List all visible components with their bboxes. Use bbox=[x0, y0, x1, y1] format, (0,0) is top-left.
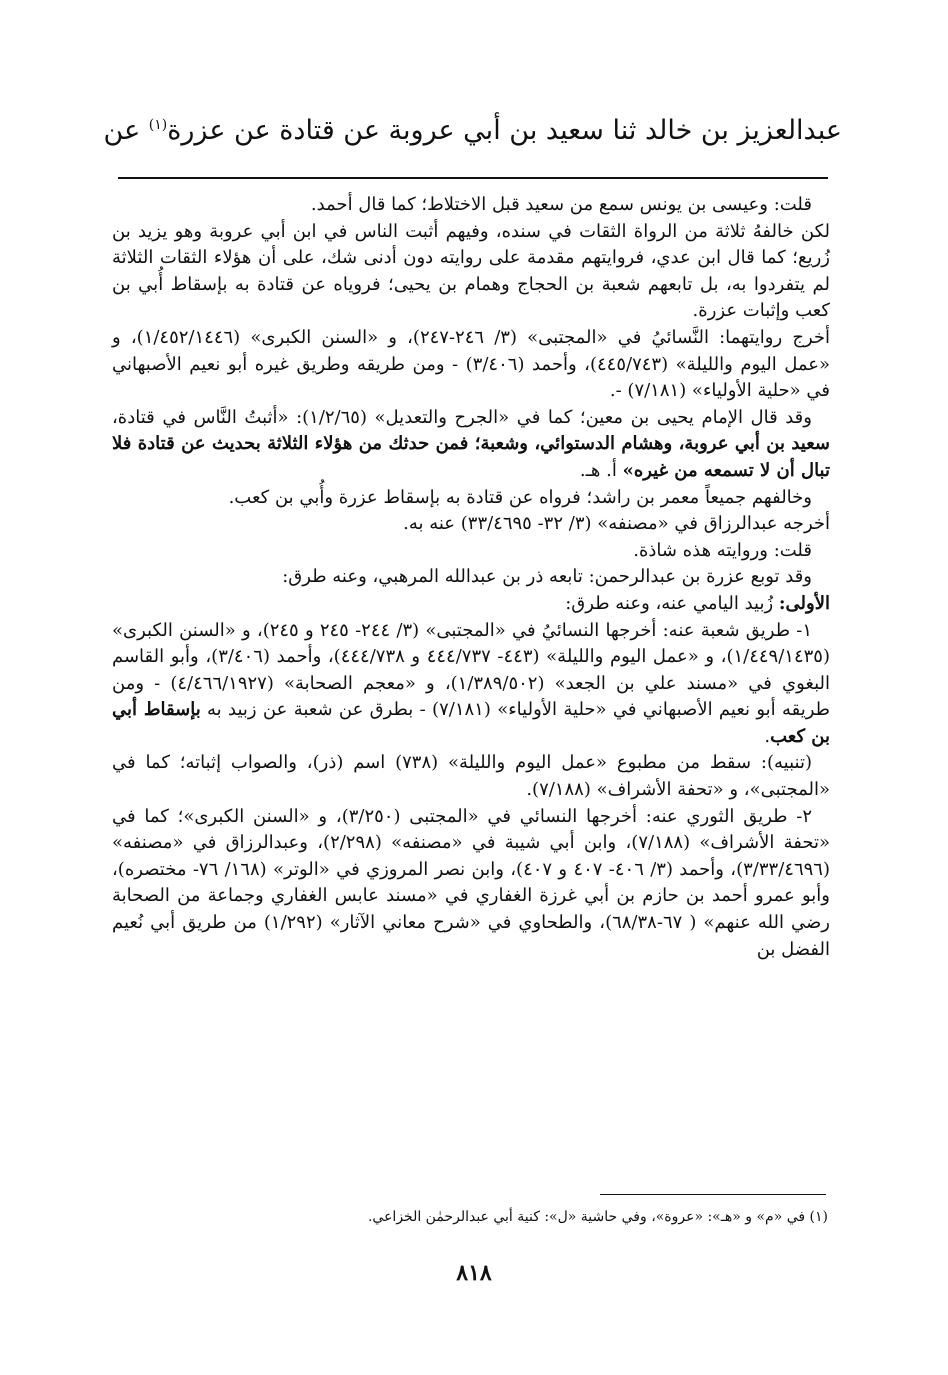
paragraph-4-lead: وقد قال الإمام يحيى بن معين؛ كما في «الجرح والتعديل» (١/٢/٦٥): «أثبتُ النَّاس في قتادة، bbox=[112, 406, 812, 428]
footnote bbox=[200, 1206, 828, 1228]
paragraph-3: أخرج روايتهما: النَّسائيُ في «المجتبى» (٣/ ٢٤٦-٢٤٧)، و «السنن الكبرى» (١/٤٥٢/١٤٤٦)، و «عمل اليوم والليلة» (٤٤٥/٧٤٣)، وأحمد (٣/٤٠٦) - ومن طريقه وطريق غيره أبو نعيم الأصبهاني في «حلية الأولياء» (٧/١٨١) -. bbox=[112, 326, 831, 402]
paragraph-1: قلت: وعيسى بن يونس سمع من سعيد قبل الاختلاط؛ كما قال أحمد. bbox=[310, 194, 812, 215]
header-continuation-line bbox=[100, 102, 842, 154]
header-trailing-word: عن bbox=[103, 115, 141, 146]
paragraph-9 bbox=[112, 591, 830, 618]
paragraph-12: ٢- طريق الثوري عنه: أخرجها النسائي في «المجتبى (٣/٢٥٠)، و «السنن الكبرى»؛ كما في «تحفة الأشراف» (٧/١٨٨)، وابن أبي شيبة في «مصنفه» (٢/٢٩٨)، وعبدالرزاق في «مصنفه» (٣/٣٣/٤٦٩٦)، وأحمد (٣/ ٤٠٦- ٤٠٧ و ٤٠٧)، وابن نصر المروزي في «الوتر» (١٦٨/ ٧٦- مختصره)، وأبو عمرو أحمد بن حازم بن أبي غرزة الغفاري في «مسند عابس الغفاري وجماعة من الصحابة رضي الله عنهم» ( ٦٧-٦٨/٣٨)، والطحاوي في «شرح معاني الآثار» (١/٢٩٢) من طريق أبي نُعيم الفضل بن bbox=[112, 805, 830, 960]
paragraph-5: وخالفهم جميعاً معمر بن راشد؛ فرواه عن قتادة به بإسقاط عزرة وأُبي بن كعب. bbox=[228, 486, 812, 508]
paragraph-8: وقد توبع عزرة بن عبدالرحمن: تابعه ذر بن عبدالله المرهبي، وعنه طرق: bbox=[282, 566, 812, 588]
paragraph-10-tail: . bbox=[764, 725, 771, 747]
page-number: ٨١٨ bbox=[456, 1260, 492, 1286]
paragraph-6: أخرجه عبدالرزاق في «مصنفه» (٣/ ٣٢- ٣٣/٤٦٩٥) عنه به. bbox=[403, 513, 830, 535]
commentary-body bbox=[112, 192, 830, 963]
paragraph-4-bold-quote: سعيد بن أبي عروبة، وهشام الدستوائي، وشعبة؛ فمن حدثك من هؤلاء الثلاثة بحديث عن قتادة فلا تبال أن لا تسمعه من غيره» bbox=[112, 433, 830, 481]
paragraph-9-heading: الأولى: bbox=[778, 592, 830, 614]
paragraph-11: (تنبيه): سقط من مطبوع «عمل اليوم والليلة» (٧٣٨) اسم (ذر)، والصواب إثباته؛ كما في «المجتبى»، و «تحفة الأشراف» (٧/١٨٨). bbox=[112, 752, 830, 801]
paragraph-9-text: زُبيد اليامي عنه، وعنه طرق: bbox=[565, 592, 779, 614]
paragraph-10-bold: بإسقاط أبي بن كعب bbox=[112, 699, 830, 747]
paragraph-7: قلت: وروايته هذه شاذة. bbox=[633, 539, 812, 561]
paragraph-10 bbox=[112, 618, 830, 751]
paragraph-10-lead: ١- طريق شعبة عنه: أخرجها النسائيُ في «المجتبى» (٣/ ٢٤٤- ٢٤٥ و ٢٤٥)، و «السنن الكبرى» (١/٤٤٩/١٤٣٥)، و «عمل اليوم والليلة» (٤٤٣- ٤٤٤/٧٣٧ و ٤٤٤/٧٣٨)، وأحمد (٣/٤٠٦)، وأبو القاسم البغوي في «مسند علي بن الجعد» (١/٣٨٩/٥٠٢)، و «معجم الصحابة» (٤/٤٦٦/١٩٢٧) - ومن طريقه أبو نعيم الأصبهاني في «حلية الأولياء» (٧/١٨١) - بطرق عن شعبة عن زبيد به bbox=[112, 619, 831, 721]
footnote-separator-rule bbox=[600, 1194, 826, 1195]
paragraph-4-tail: أ. هـ. bbox=[579, 459, 623, 481]
header-text: عبدالعزيز بن خالد ثنا سعيد بن أبي عروبة عن قتادة عن عزرة bbox=[167, 115, 842, 146]
main-text-separator-rule bbox=[118, 177, 828, 179]
header-footnote-marker: (١) bbox=[148, 117, 168, 133]
paragraph-4 bbox=[112, 405, 830, 485]
footnote-text: في «م» و «هـ»: «عروة»، وفي حاشية «ل»: كنية أبي عبدالرحمٰن الخزاعي. bbox=[367, 1209, 806, 1225]
footnote-marker: (١) bbox=[809, 1209, 828, 1225]
paragraph-2: لكن خالفهُ ثلاثة من الرواة الثقات في سنده، وفيهم أثبت الناس في ابن أبي عروبة وهو يزيد بن زُريع؛ كما قال ابن عدي، فروايتهم مقدمة على روايته دون أدنى شك، على أن هؤلاء الثقات الثلاثة لم يتفردوا به، بل تابعهم شعبة بن الحجاج وهمام بن يحيى؛ فروياه عن قتادة به بإسقاط أُبي بن كعب وإثبات عزرة. bbox=[112, 220, 830, 322]
